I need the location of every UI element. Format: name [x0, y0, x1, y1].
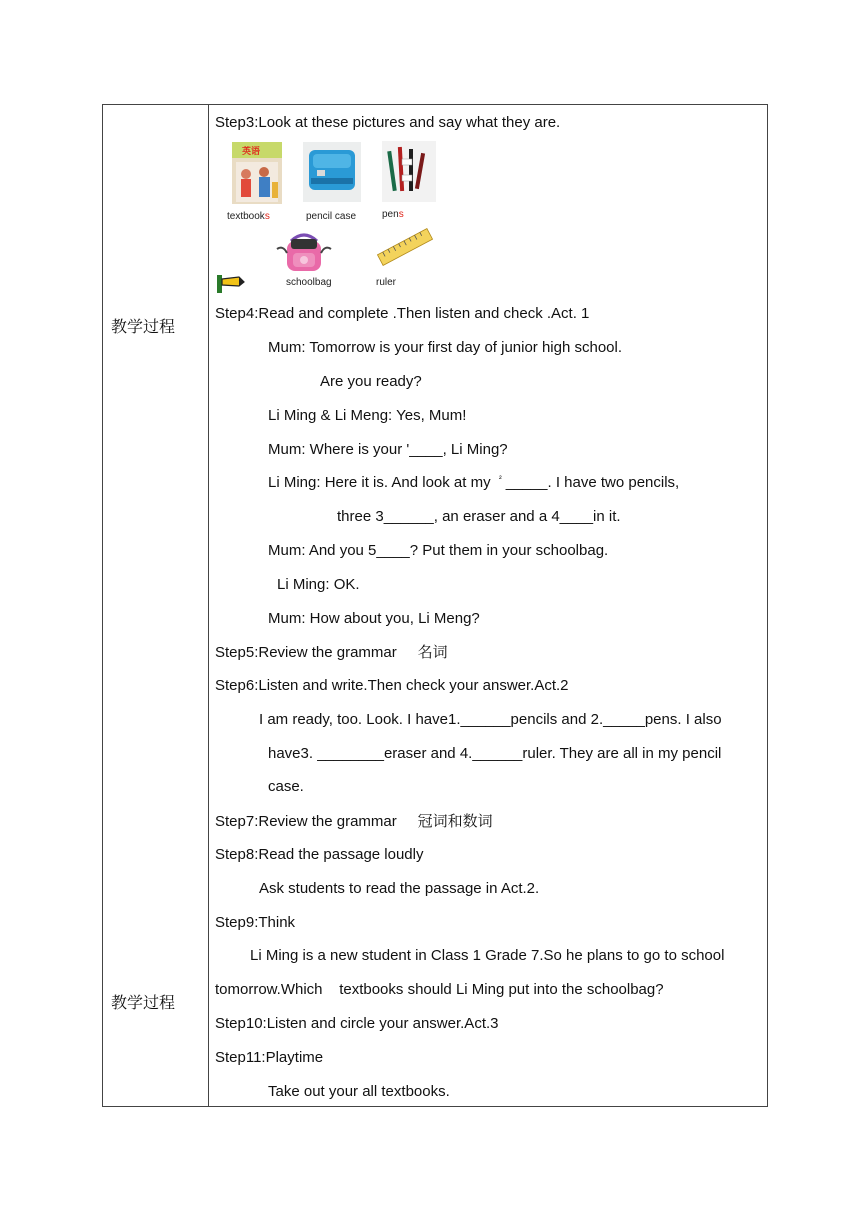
step4-heading: Step4:Read and complete .Then listen and check .Act. 1 [215, 305, 590, 322]
step9-line-1: Li Ming is a new student in Class 1 Grade 7.So he plans to go to school [250, 947, 725, 964]
step4-line-4: Mum: Where is your '____, Li Ming? [268, 441, 508, 458]
step4-line-3: Li Ming & Li Meng: Yes, Mum! [268, 407, 467, 424]
step6-heading: Step6:Listen and write.Then check your answer.Act.2 [215, 677, 569, 694]
step11-line: Take out your all textbooks. [268, 1083, 450, 1100]
step4-line-9: Mum: How about you, Li Meng? [268, 610, 480, 627]
caption-pens [382, 209, 404, 220]
step3-heading: Step3:Look at these pictures and say what they are. [215, 114, 561, 131]
caption-pens-base: pen [382, 209, 399, 220]
textbooks-picture [232, 142, 282, 204]
step4-line-6: three 3______, an eraser and a 4____in it. [337, 508, 621, 525]
step8-heading: Step8:Read the passage loudly [215, 846, 424, 863]
step4-line-5-blank: _____. I have two pencils, [505, 474, 680, 491]
step6-line-2: have3. ________eraser and 4.______ruler. They are all in my pencil [268, 745, 722, 762]
step6-line-3: case. [268, 778, 304, 795]
caption-pencil-case: pencil case [306, 211, 357, 222]
blank-number-2: ² [498, 474, 502, 483]
column-divider [208, 105, 209, 1106]
step11-heading: Step11:Playtime [215, 1049, 324, 1066]
step4-line-8: Li Ming: OK. [277, 576, 360, 593]
ruler-picture [375, 223, 435, 271]
caption-pens-suffix: s [398, 209, 404, 220]
schoolbag-picture [273, 227, 335, 275]
step8-line: Ask students to read the passage in Act.2. [259, 880, 540, 897]
step4-line-2: Are you ready? [320, 373, 422, 390]
pencil-icon [215, 271, 245, 295]
caption-schoolbag: schoolbag [286, 277, 332, 288]
section-label-top: 教学过程 [111, 317, 176, 336]
step9-heading: Step9:Think [215, 914, 296, 931]
step4-line-7: Mum: And you 5____? Put them in your schoolbag. [268, 542, 609, 559]
caption-ruler: ruler [376, 277, 397, 288]
step7-heading [215, 811, 493, 832]
step4-line-1: Mum: Tomorrow is your first day of junior high school. [268, 339, 623, 356]
step4-line-5 [268, 473, 679, 493]
step5-cn: 名词 [417, 643, 448, 661]
step5-heading-text: Step5:Review the grammar [215, 644, 397, 661]
textbook-cover-title: 英语 [242, 147, 261, 157]
step7-heading-text: Step7:Review the grammar [215, 813, 397, 830]
section-label-bottom: 教学过程 [111, 993, 176, 1012]
caption-textbooks [227, 211, 270, 222]
pens-picture [382, 141, 436, 202]
step10-heading: Step10:Listen and circle your answer.Act.3 [215, 1015, 499, 1032]
step4-line-5-text: Li Ming: Here it is. And look at my [268, 474, 491, 491]
step7-cn: 冠词和数词 [417, 812, 493, 830]
step6-line-1: I am ready, too. Look. I have1.______pencils and 2._____pens. I also [259, 711, 722, 728]
lesson-table [102, 104, 768, 1107]
step5-heading [215, 642, 448, 663]
caption-textbooks-suffix: s [264, 211, 270, 222]
step9-line-2: tomorrow.Which textbooks should Li Ming put into the schoolbag? [215, 981, 664, 998]
pencil-case-picture [303, 142, 361, 202]
caption-textbooks-base: textbook [227, 211, 265, 222]
